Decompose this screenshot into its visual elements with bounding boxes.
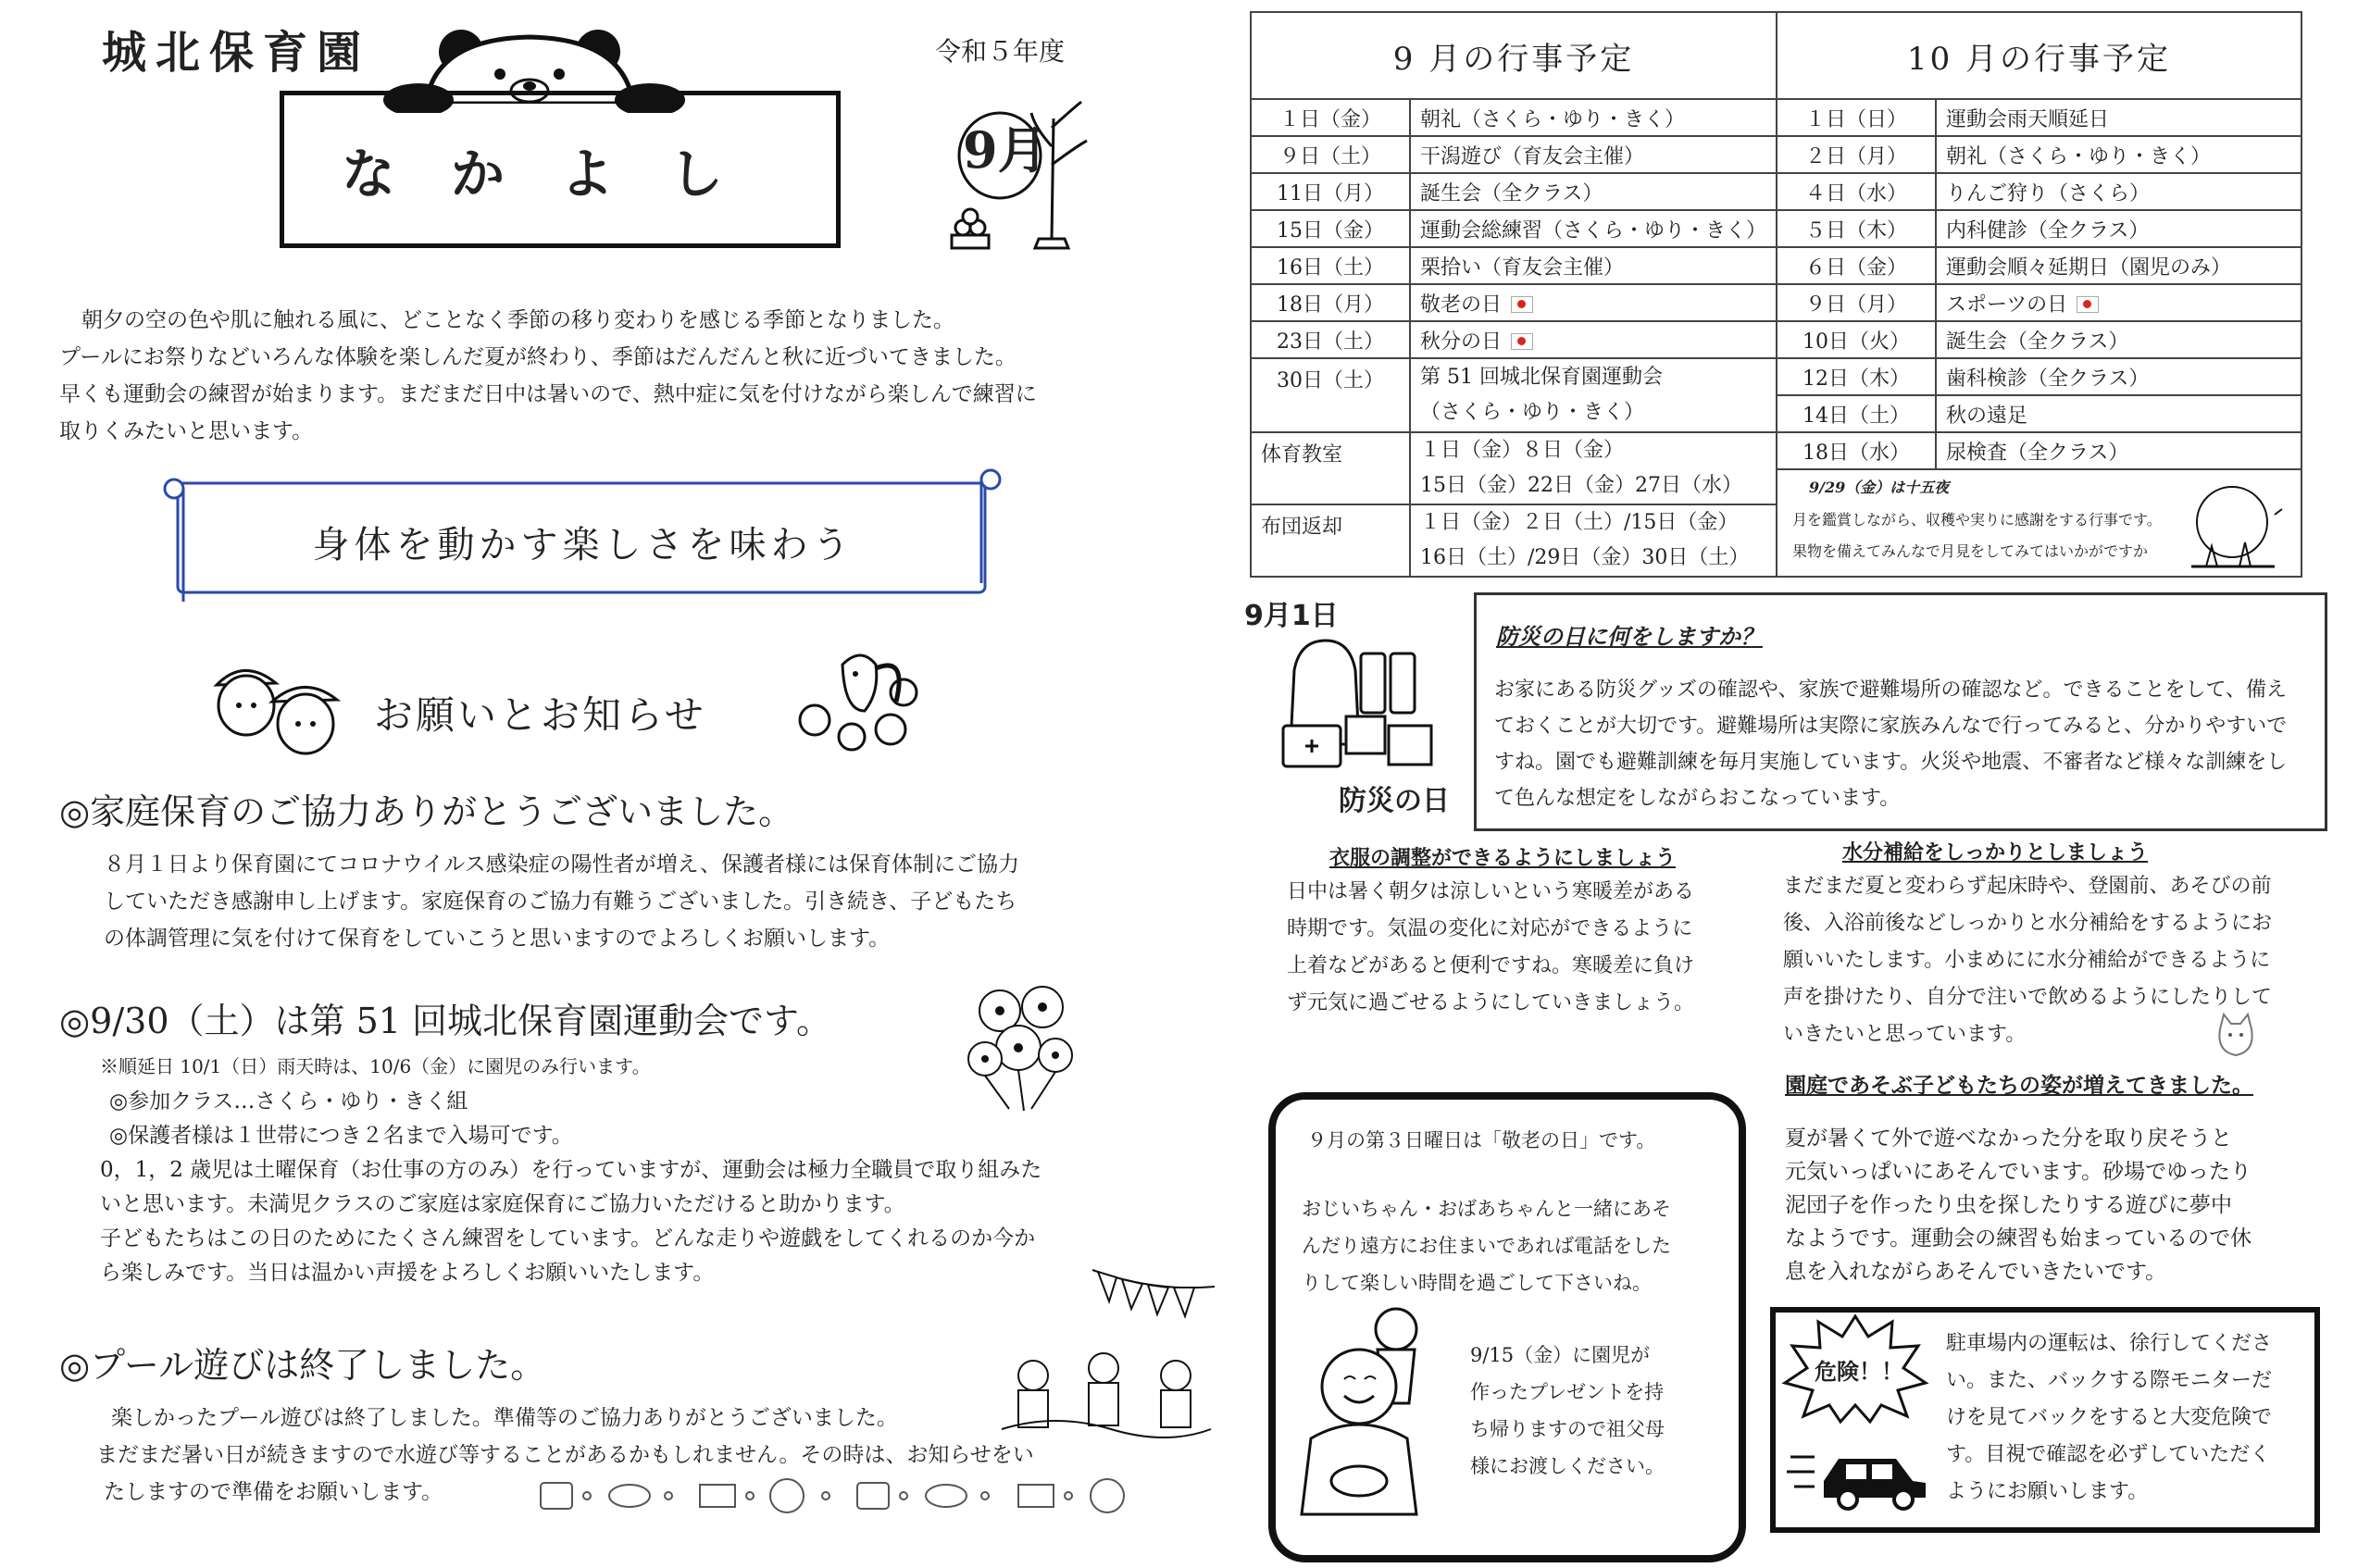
clothing-line: 日中は暑く朝夕は涼しいという寒暖差がある <box>1287 880 1695 903</box>
sep-event: 朝礼（さくら・ゆり・きく） <box>1410 99 1777 136</box>
oct-date: 12日（木） <box>1777 358 1936 395</box>
home-care-line: の体調管理に気を付けて保育をしていこうと思いますのでよろしくお願いします。 <box>104 927 891 951</box>
squirrel-icon <box>787 637 926 757</box>
table-row <box>1251 136 2301 173</box>
parking-line: す。目視で確認を必ずしていただく <box>1946 1443 2271 1466</box>
car-icon <box>1787 1438 1935 1512</box>
oct-event: 運動会雨天順延日 <box>1936 99 2301 136</box>
disaster-date: 9月1日 <box>1244 600 1339 632</box>
futon-dates <box>1410 504 1777 577</box>
oct-date: 10日（火） <box>1777 321 1936 358</box>
danger-label: 危険！！ <box>1815 1359 1903 1385</box>
futon-line: 16日（土）/29日（金）30日（土） <box>1420 546 1750 569</box>
sep-event: 干潟遊び（育友会主催） <box>1410 136 1777 173</box>
sep-event-text: 第 51 回城北保育園運動会 <box>1420 366 1663 389</box>
table-row <box>1251 358 2301 395</box>
disaster-line: お家にある防災グッズの確認や、家族で避難場所の確認など。できることをして、備え <box>1494 678 2288 702</box>
sports-day-line: 子どもたちはこの日のためにたくさん練習をしています。どんな走りや遊戯をしてくれるのか今か <box>100 1226 1036 1251</box>
hydration-line: 後、入浴前後などしっかりと水分補給をするようにお <box>1783 912 2273 935</box>
moon-note <box>1777 469 2301 577</box>
oct-event: 秋の遠足 <box>1936 395 2301 432</box>
table-row <box>1251 210 2301 247</box>
keiro-present-line: 様にお渡しください。 <box>1470 1455 1665 1477</box>
table-row <box>1251 173 2301 210</box>
sports-day-line: ◎保護者様は１世帯につき２名まで入場可です。 <box>109 1124 573 1148</box>
pool-line: まだまだ暑い日が続きますので水遊び等することがあるかもしれません。その時は、お知らせをい <box>96 1443 1034 1467</box>
grandma-child-icon <box>1289 1300 1455 1522</box>
sports-day-title: ◎9/30（土）は第 51 回城北保育園運動会です。 <box>59 1001 831 1041</box>
keiro-line: りして楽しい時間を過ごして下さいね。 <box>1302 1272 1652 1294</box>
sep-date: 18日（月） <box>1251 284 1410 321</box>
parking-line: い。また、バックする際モニターだ <box>1946 1369 2273 1392</box>
disaster-day-label: 防災の日 <box>1339 785 1450 817</box>
oct-header: 10 月の行事予定 <box>1777 12 2301 99</box>
oct-event: 朝礼（さくら・ゆり・きく） <box>1936 136 2301 173</box>
table-row <box>1251 99 2301 136</box>
intro-line: プールにお祭りなどいろんな体験を楽しんだ夏が終わり、季節はだんだんと秋に近づいてきました。 <box>59 345 1017 369</box>
sep-event: 栗拾い（育友会主催） <box>1410 247 1777 284</box>
intro-text <box>59 302 1037 450</box>
keiro-line: んだり遠方にお住まいであれば電話をした <box>1302 1235 1671 1257</box>
clothing-line: 上着などがあると便利ですね。寒暖差に負け <box>1287 954 1695 977</box>
face-border-icon <box>537 1474 1204 1520</box>
clothing-text <box>1287 874 1694 1022</box>
sep-event: 誕生会（全クラス） <box>1410 173 1777 210</box>
notices-heading: お願いとお知らせ <box>374 692 706 738</box>
gym-line: 15日（金）22日（金）27日（水） <box>1420 474 1742 497</box>
oct-event: 内科健診（全クラス） <box>1936 210 2301 247</box>
sports-day-line: ら楽しみです。当日は温かい声援をよろしくお願いいたします。 <box>100 1261 715 1285</box>
sep-event <box>1410 358 1777 432</box>
oct-event: 尿検査（全クラス） <box>1936 432 2301 469</box>
oct-event: 歯科検診（全クラス） <box>1936 358 2301 395</box>
keiro-title: ９月の第３日曜日は「敬老の日」です。 <box>1307 1129 1656 1151</box>
oct-event: 運動会順々延期日（園児のみ） <box>1936 247 2301 284</box>
banner-text: 身体を動かす楽しさを味わう <box>312 523 854 566</box>
gym-line: １日（金）８日（金） <box>1420 439 1625 462</box>
hydration-text <box>1783 868 2272 1053</box>
nursery-name: 城北保育園 <box>102 27 371 79</box>
flag-icon <box>2077 296 2099 313</box>
bear-paws-icon <box>370 80 833 113</box>
home-care-text <box>104 846 1019 957</box>
moon-line: 果物を備えてみんなで月見をしてみてはいかがですか <box>1792 542 2149 560</box>
keiro-text <box>1302 1190 1671 1301</box>
sep-event <box>1410 321 1777 358</box>
futon-label: 布団返却 <box>1251 504 1410 577</box>
disaster-text <box>1494 672 2287 816</box>
sep-date: 15日（金） <box>1251 210 1410 247</box>
sep-event-text: 敬老の日 <box>1420 292 1503 317</box>
clothing-line: ず元気に過ごせるようにしていきましょう。 <box>1287 991 1695 1014</box>
events-table <box>1250 11 2302 578</box>
hydration-line: 願いいたします。小まめにに水分補給ができるように <box>1783 949 2271 972</box>
table-row <box>1251 284 2301 321</box>
sep-date: 11日（月） <box>1251 173 1410 210</box>
flag-icon <box>1511 296 1533 313</box>
table-row <box>1251 432 2301 469</box>
sep-date: 30日（土） <box>1251 358 1410 432</box>
parking-line: けを見てバックをすると大変危険で <box>1946 1406 2273 1429</box>
oct-date: 18日（水） <box>1777 432 1936 469</box>
home-care-title: ◎家庭保育のご協力ありがとうございました。 <box>59 791 794 832</box>
pool-line: たしますので準備をお願いします。 <box>104 1480 443 1504</box>
garden-line: 夏が暑くて外で遊べなかった分を取り戻そうと <box>1785 1126 2232 1151</box>
garden-line: 泥団子を作ったり虫を探したりする遊びに夢中 <box>1785 1193 2232 1217</box>
keiro-present-line: 9/15（金）に園児が <box>1470 1344 1651 1366</box>
cat-icon <box>2213 1009 2259 1061</box>
keiro-present-text <box>1470 1337 1665 1485</box>
garden-text <box>1785 1122 2252 1288</box>
gym-dates <box>1410 432 1777 504</box>
sports-day-text <box>100 1085 1042 1290</box>
keiro-present-line: 作ったプレゼントを持 <box>1470 1381 1665 1403</box>
gym-label: 体育教室 <box>1251 432 1410 504</box>
hydration-line: まだまだ夏と変わらず起床時や、登園前、あそびの前 <box>1783 875 2272 898</box>
moon-title: 9/29（金）は十五夜 <box>1809 479 1950 496</box>
oct-event: りんご狩り（さくら） <box>1936 173 2301 210</box>
table-row <box>1251 247 2301 284</box>
garden-title: 園庭であそぶ子どもたちの姿が増えてきました。 <box>1785 1073 2253 1098</box>
clothing-title: 衣服の調整ができるようにしましょう <box>1329 846 1677 870</box>
oct-date: ２日（月） <box>1777 136 1936 173</box>
sep-header: 9 月の行事予定 <box>1251 12 1777 99</box>
hydration-line: いきたいと思っています。 <box>1783 1023 2027 1046</box>
intro-line: 朝夕の空の色や肌に触れる風に、どことなく季節の移り変わりを感じる季節となりました。 <box>81 308 954 332</box>
flower-icon <box>954 974 1092 1113</box>
bunting-icon <box>1089 1264 1218 1329</box>
pool-title: ◎プール遊びは終了しました。 <box>59 1345 546 1386</box>
sep-event-text: （さくら・ゆり・きく） <box>1420 401 1645 424</box>
keiro-line: おじいちゃん・おばあちゃんと一緒にあそ <box>1302 1198 1671 1220</box>
table-row <box>1251 321 2301 358</box>
parking-line: 駐車場内の運転は、徐行してくださ <box>1946 1332 2273 1355</box>
sep-date: ９日（土） <box>1251 136 1410 173</box>
acorn-icon <box>202 648 359 759</box>
newsletter-title: なかよし <box>280 91 841 248</box>
disaster-line: ておくことが大切です。避難場所は実際に家族みんなで行ってみると、分かりやすいで <box>1494 715 2288 738</box>
month-badge <box>942 100 1081 248</box>
parking-line: ようにお願いします。 <box>1946 1480 2149 1503</box>
disaster-line: すね。園でも避難訓練を毎月実施しています。火災や地震、不審者など様々な訓練をし <box>1494 751 2288 774</box>
intro-line: 早くも運動会の練習が始まります。まだまだ日中は暑いので、熱中症に気を付けながら楽しんで練習に <box>59 382 1037 406</box>
flag-icon <box>1511 333 1533 350</box>
oct-event <box>1936 284 2301 321</box>
month-badge-text: 9月 <box>963 120 1048 180</box>
moon-line: 月を鑑賞しながら、収穫や実りに感謝をする行事です。 <box>1792 511 2162 529</box>
pool-line: 楽しかったプール遊びは終了しました。準備等のご協力ありがとうございました。 <box>111 1406 898 1430</box>
sports-day-line: ◎参加クラス…さくら・ゆり・きく組 <box>109 1089 468 1114</box>
sports-day-line: いと思います。未満児クラスのご家庭は家庭保育にご協力いただけると助かります。 <box>100 1192 905 1216</box>
oct-event-text: スポーツの日 <box>1946 292 2068 317</box>
disaster-supplies-icon <box>1281 633 1439 772</box>
oct-date: ５日（木） <box>1777 210 1936 247</box>
oct-date: １日（日） <box>1777 99 1936 136</box>
oct-date: 14日（土） <box>1777 395 1936 432</box>
children-icon <box>1000 1348 1213 1440</box>
disaster-line: て色んな想定をしながらおこなっています。 <box>1494 787 1901 810</box>
sep-event-text: 秋分の日 <box>1420 330 1503 354</box>
year-label: 令和５年度 <box>935 36 1066 67</box>
sports-day-line: 0，1，2 歳児は土曜保育（お仕事の方のみ）を行っていますが、運動会は極力全職員で取り組みた <box>100 1158 1042 1182</box>
disaster-title: 防災の日に何をしますか？ <box>1496 623 1763 650</box>
keiro-present-line: ち帰りますので祖父母 <box>1470 1418 1665 1440</box>
oct-date: ４日（水） <box>1777 173 1936 210</box>
sports-day-note: ※順延日 10/1（日）雨天時は、10/6（金）に園児のみ行います。 <box>100 1055 651 1077</box>
oct-event: 誕生会（全クラス） <box>1936 321 2301 358</box>
oct-date: ６日（金） <box>1777 247 1936 284</box>
garden-line: なようです。運動会の練習も始まっているので休 <box>1785 1226 2252 1251</box>
clothing-line: 時期です。気温の変化に対応ができるように <box>1287 917 1693 940</box>
intro-line: 取りくみたいと思います。 <box>59 419 314 443</box>
full-moon-icon <box>2186 478 2288 570</box>
home-care-line: していただき感謝申し上げます。家庭保育のご協力有難うございました。引き続き、子どもたち <box>104 890 1017 914</box>
sep-event: 運動会総練習（さくら・ゆり・きく） <box>1410 210 1777 247</box>
sep-date: 23日（土） <box>1251 321 1410 358</box>
home-care-line: ８月１日より保育園にてコロナウイルス感染症の陽性者が増え、保護者様には保育体制にご協力 <box>104 852 1019 877</box>
garden-line: 元気いっぱいにあそんでいます。砂場でゆったり <box>1785 1160 2252 1184</box>
sep-event <box>1410 284 1777 321</box>
sep-date: 16日（土） <box>1251 247 1410 284</box>
parking-text <box>1946 1325 2272 1511</box>
hydration-title: 水分補給をしっかりとしましょう <box>1842 840 2149 865</box>
oct-date: ９日（月） <box>1777 284 1936 321</box>
hydration-line: 声を掛けたり、自分で注いで飲めるようにしたりして <box>1783 986 2273 1009</box>
sep-date: １日（金） <box>1251 99 1410 136</box>
garden-line: 息を入れながらあそんでいきたいです。 <box>1785 1260 2167 1284</box>
futon-line: １日（金）２日（土）/15日（金） <box>1420 511 1739 534</box>
